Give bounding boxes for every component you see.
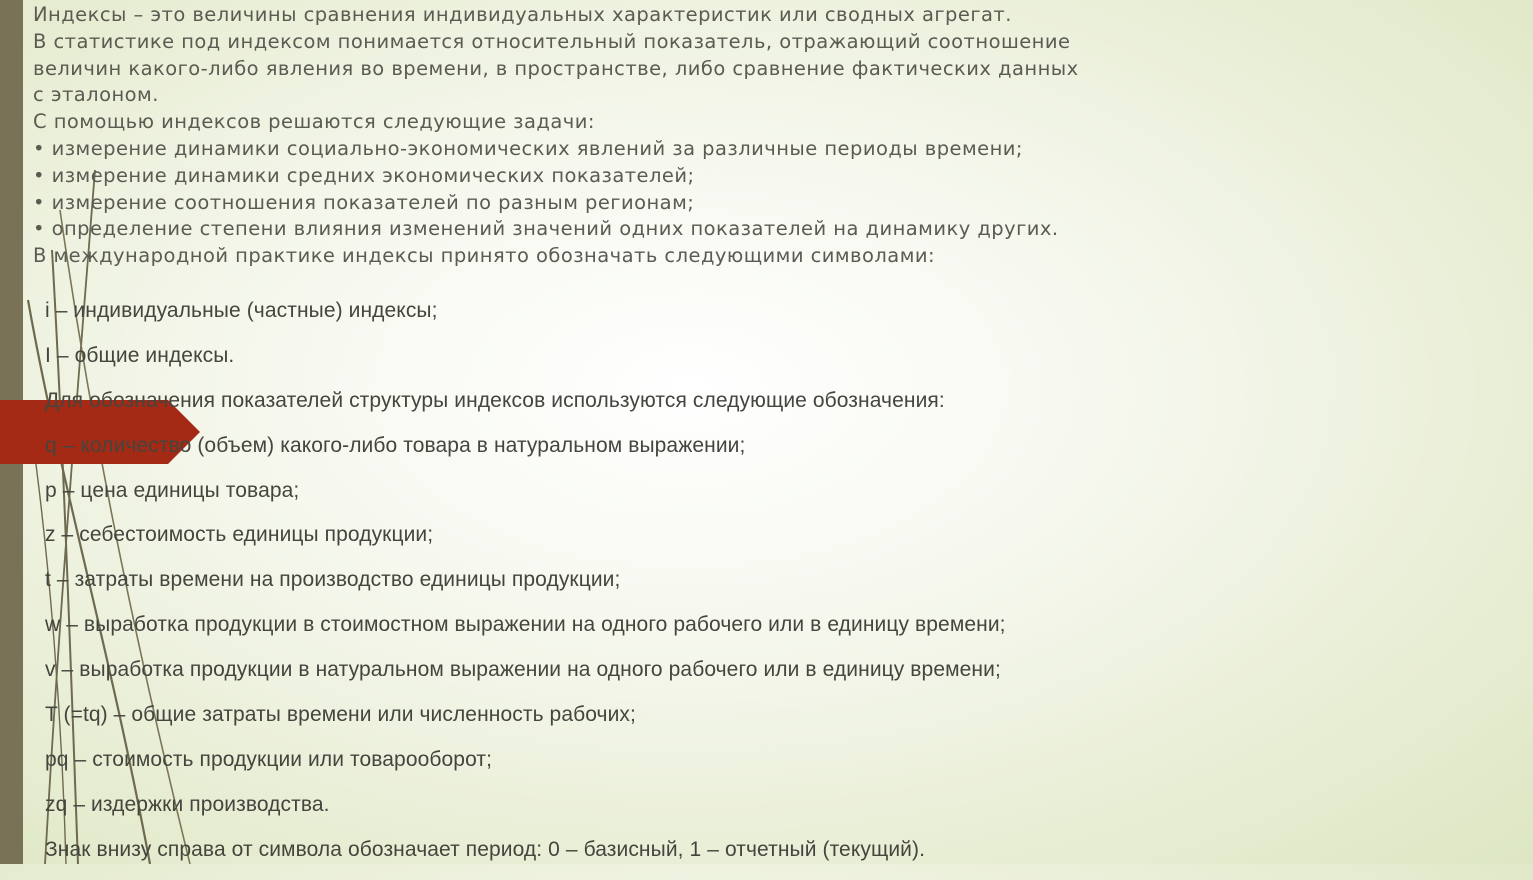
- slide-content: [33, 0, 1143, 861]
- symbol-line: Знак внизу справа от символа обозначает период: 0 – базисный, 1 – отчетный (текущий).: [45, 837, 926, 861]
- intro-line: С помощью индексов решаются следующие задачи:: [33, 110, 595, 134]
- symbol-line: T (=tq) – общие затраты времени или численность рабочих;: [45, 703, 636, 727]
- intro-line: Индексы – это величины сравнения индивидуальных характеристик или сводных агрегат.: [33, 3, 1012, 26]
- symbol-line: pq – стоимость продукции или товарооборот;: [45, 747, 493, 771]
- bullet-item: • измерение динамики средних экономических показателей;: [33, 163, 695, 187]
- intro-block: [33, 0, 1143, 270]
- symbol-line: zq – издержки производства.: [45, 792, 330, 816]
- symbol-line: I – общие индексы.: [45, 343, 235, 367]
- symbol-line: Для обозначения показателей структуры индексов используются следующие обозначения:: [45, 388, 945, 412]
- symbol-line: t – затраты времени на производство единицы продукции;: [45, 568, 621, 592]
- bullet-item: • измерение соотношения показателей по разным регионам;: [33, 190, 695, 214]
- symbol-line: i – индивидуальные (частные) индексы;: [45, 299, 438, 322]
- symbol-line: z – себестоимость единицы продукции;: [45, 523, 434, 547]
- intro-line: В международной практике индексы принято обозначать следующими символами:: [33, 244, 935, 268]
- symbols-list: [45, 296, 1145, 880]
- intro-line: величин какого-либо явления во времени, в пространстве, либо сравнение фактических данных: [33, 56, 1079, 80]
- symbol-line: w – выработка продукции в стоимостном выражении на одного рабочего или в единицу времени;: [45, 613, 1006, 637]
- symbol-line: p – цена единицы товара;: [45, 478, 300, 502]
- bullet-item: • определение степени влияния изменений значений одних показателей на динамику других.: [33, 217, 1059, 241]
- symbol-line: q – количество (объем) какого-либо товара в натуральном выражении;: [45, 433, 746, 457]
- intro-line: с эталоном.: [33, 83, 159, 107]
- symbol-line: v – выработка продукции в натуральном выражении на одного рабочего или в единицу времени;: [45, 658, 1001, 682]
- bullet-item: • измерение динамики социально-экономических явлений за различные периоды времени;: [33, 136, 1023, 160]
- intro-line: В статистике под индексом понимается относительный показатель, отражающий соотношение: [33, 29, 1071, 53]
